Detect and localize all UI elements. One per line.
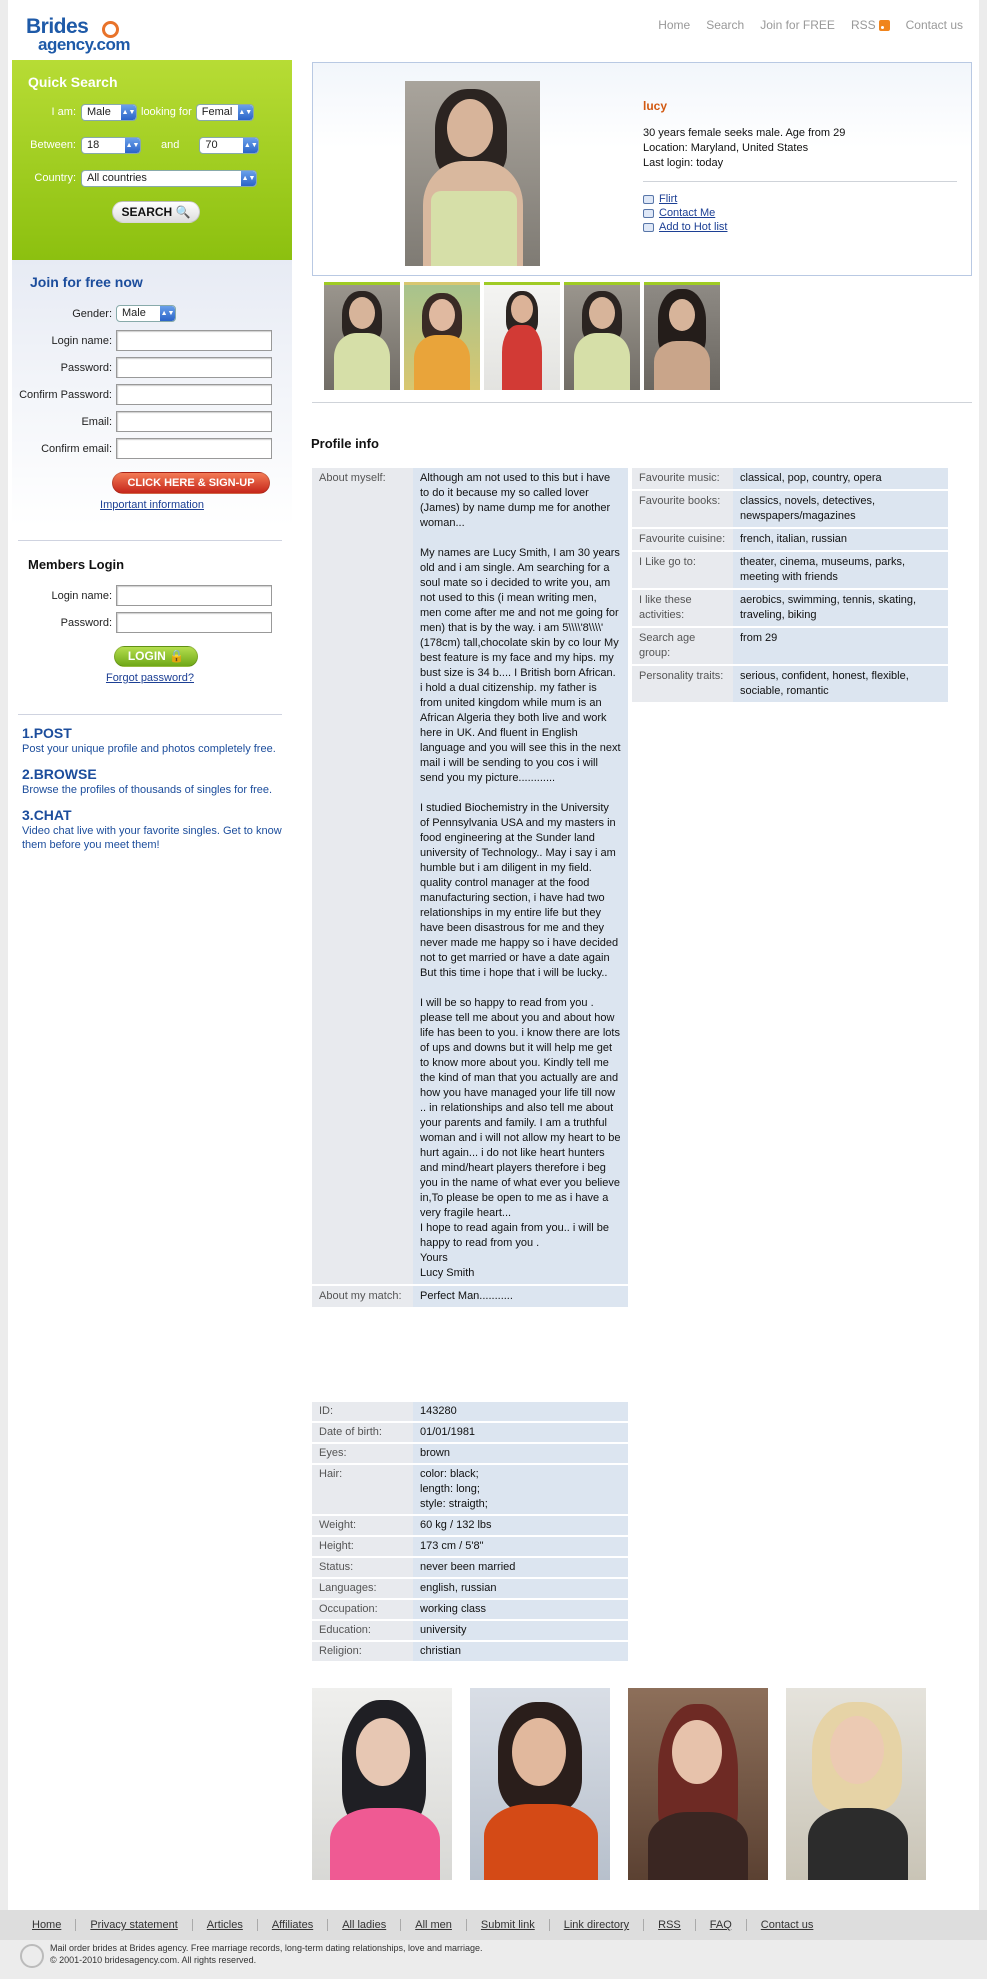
profile-name: lucy [643, 99, 668, 113]
footer-link-home[interactable]: Home [20, 1919, 76, 1931]
table-row: Education: university [312, 1621, 628, 1640]
envelope-icon [643, 209, 654, 218]
match-text: Perfect Man........... [413, 1286, 628, 1307]
table-row: Favourite books: classics, novels, detectives, newspapers/magazines [632, 491, 948, 527]
select-arrows-icon: ▲▼ [241, 171, 256, 186]
profile-location: Location: Maryland, United States [643, 142, 809, 154]
table-row: Date of birth: 01/01/1981 [312, 1423, 628, 1442]
details-table [312, 1400, 628, 1663]
match-row: About my match: Perfect Man........... [312, 1286, 628, 1307]
footer-link-privacy[interactable]: Privacy statement [76, 1919, 192, 1931]
footer-link-contact[interactable]: Contact us [760, 1919, 814, 1931]
thumbnail-5[interactable] [644, 282, 720, 390]
table-row: Status: never been married [312, 1558, 628, 1577]
footer-copyright: © 2001-2010 bridesagency.com. All rights reserved. [50, 1955, 257, 1965]
age-from-select[interactable]: 18 ▲▼ [81, 137, 141, 154]
steps-list [18, 714, 282, 852]
join-title: Join for free now [30, 274, 143, 290]
step-chat: 3.CHAT Video chat live with your favorite singles. Get to know them before you meet them! [22, 807, 282, 851]
table-row: Favourite music: classical, pop, country, opera [632, 468, 948, 489]
members-login-title: Members Login [28, 557, 125, 572]
i-am-select[interactable]: Male ▲▼ [81, 104, 137, 121]
login-name-input[interactable] [116, 585, 272, 606]
join-confirm-password-input[interactable] [116, 384, 272, 405]
step-post: 1.POST Post your unique profile and photos completely free. [22, 725, 276, 755]
profile-card [312, 62, 972, 276]
lady-photo-4[interactable] [786, 1688, 926, 1880]
gender-select[interactable]: Male ▲▼ [116, 305, 176, 322]
footer-link-submit-link[interactable]: Submit link [467, 1919, 550, 1931]
table-row: Hair: color: black; length: long; style: straigth; [312, 1465, 628, 1514]
footer-link-all-ladies[interactable]: All ladies [328, 1919, 401, 1931]
table-row: Height: 173 cm / 5'8" [312, 1537, 628, 1556]
footer-link-articles[interactable]: Articles [193, 1919, 258, 1931]
table-row: Languages: english, russian [312, 1579, 628, 1598]
nav-contact[interactable]: Contact us [905, 18, 963, 32]
thumbnail-2[interactable] [404, 282, 480, 390]
table-row: Religion: christian [312, 1642, 628, 1661]
footer-link-affiliates[interactable]: Affiliates [258, 1919, 328, 1931]
select-arrows-icon: ▲▼ [121, 105, 136, 120]
nav-rss[interactable]: RSS [851, 18, 890, 32]
footer-text [20, 1942, 483, 1968]
about-table [312, 466, 628, 1309]
favourites-table [632, 466, 948, 704]
divider [312, 402, 972, 403]
members-login-panel: Members Login Login name: Password: LOGIN 🔒 Forgot password? [18, 540, 282, 706]
profile-main-photo[interactable] [405, 81, 540, 266]
profile-seeks: 30 years female seeks male. Age from 29 [643, 127, 846, 139]
important-info-link[interactable]: Important information [100, 499, 204, 511]
nav-home[interactable]: Home [658, 18, 691, 32]
signup-button[interactable]: CLICK HERE & SIGN-UP [112, 472, 270, 494]
select-arrows-icon: ▲▼ [238, 105, 253, 120]
join-login-name-input[interactable] [116, 330, 272, 351]
footer-link-all-men[interactable]: All men [401, 1919, 467, 1931]
table-row: Occupation: working class [312, 1600, 628, 1619]
nav-join[interactable]: Join for FREE [760, 18, 835, 32]
add-hotlist-link[interactable]: Add to Hot list [659, 221, 728, 233]
flirt-link[interactable]: Flirt [659, 193, 678, 205]
footer-link-faq[interactable]: FAQ [696, 1919, 747, 1931]
join-password-input[interactable] [116, 357, 272, 378]
lady-photo-2[interactable] [470, 1688, 610, 1880]
search-button[interactable]: SEARCH 🔍 [112, 201, 200, 223]
profile-info-title: Profile info [311, 436, 379, 451]
table-row: ID: 143280 [312, 1402, 628, 1421]
about-text: Although am not used to this but i have to do it because my so called lover (James) by name dump me for another woman... My names are Lucy Smith, I am 30 years old and i am single. Am searching for a soul mate so i decided to write you, am not used to this (i mean writing men, men come after me and not me going for men) that is by the way. i am 5\\\\'8\\\\' (178cm) tall,chocolate skin by co lour My best feature is my face and my hips. my bust size is 34 b.... I British born African. i hold a dual citizenship. my father is from united kingdom while mum is an African Algeria they both live and work here in UK. And fluent in English language and you will see this in the next mail i will be sending to you cos i will send you my picture............ I studied Biochemistry in the University of Pennsylvania USA and my masters in food engineering at the Sunder land university of Technology.. May i say i am humble but i am diligent in my field. quality control manager at the food manufacturing section, i have had two relationships in my entire life but they have been disastrous for me and they never made me happy so i have decided not to get married or have a date again But this time i hope that i will be lucky.. I will be so happy to read from you . please tell me about you and about how life has been to you. i know there are lots of ups and downs but it will help me get to know more about you. Kindly tell me the kind of man that you actually are and how you have managed your life till now .. in relationships and also tell me about your parents and family. I am a truthful woman and i will not allow my heart to be hurt again... i do not like heart hunters and mind/heart players therefore i beg you in the name of what ever you believe in,To please be open to me as i have a very fragile heart... I hope to read again from you.. i will be happy to read from you . Yours Lucy Smith [413, 468, 628, 1284]
lock-icon: 🔒 [169, 649, 185, 663]
forgot-password-link[interactable]: Forgot password? [105, 672, 195, 684]
thumbnail-3[interactable] [484, 282, 560, 390]
footer-link-rss[interactable]: RSS [644, 1919, 696, 1931]
lady-photo-3[interactable] [628, 1688, 768, 1880]
age-to-select[interactable]: 70 ▲▼ [199, 137, 259, 154]
join-panel: Join for free now Gender: Male ▲▼ Login name: Password: Confirm Password: Email: Confirm email: CLICK HERE & SIGN-UP Important information [12, 260, 292, 526]
footer-logo-icon [20, 1944, 44, 1968]
table-row: Search age group: from 29 [632, 628, 948, 664]
login-button[interactable]: LOGIN 🔒 [114, 646, 198, 667]
looking-for-select[interactable]: Femal ▲▼ [196, 104, 254, 121]
login-password-input[interactable] [116, 612, 272, 633]
join-email-input[interactable] [116, 411, 272, 432]
thumbnail-4[interactable] [564, 282, 640, 390]
rss-icon [879, 20, 890, 31]
table-row: I like these activities: aerobics, swimming, tennis, skating, traveling, biking [632, 590, 948, 626]
join-confirm-email-input[interactable] [116, 438, 272, 459]
table-row: Eyes: brown [312, 1444, 628, 1463]
top-navigation [658, 18, 963, 32]
contact-me-link[interactable]: Contact Me [659, 207, 716, 219]
sidebar [12, 60, 292, 862]
footer-link-directory[interactable]: Link directory [550, 1919, 644, 1931]
magnifier-icon: 🔍 [175, 205, 191, 219]
divider [643, 181, 957, 182]
lady-photo-1[interactable] [312, 1688, 452, 1880]
table-row: I Like go to: theater, cinema, museums, parks, meeting with friends [632, 552, 948, 588]
select-arrows-icon: ▲▼ [160, 306, 175, 321]
footer-description: Mail order brides at Brides agency. Free marriage records, long-term dating relationships, love and marriage. [50, 1943, 483, 1953]
checkbox-icon [643, 223, 654, 232]
quick-search-panel: Quick Search I am: Male ▲▼ looking for Femal ▲▼ Between: 18 ▲▼ and 70 ▲▼ Country: All countries ▲▼ SEARCH 🔍 [12, 60, 292, 260]
table-row: Weight: 60 kg / 132 lbs [312, 1516, 628, 1535]
featured-ladies [312, 1688, 926, 1880]
about-row: About myself: Although am not used to this but i have to do it because my so called lover (James) by name dump me for another woman... My names are Lucy Smith, I am 30 years old and i am single. Am searching for a soul mate so i decided to write you, am not used to this (i mean writing men, men come after me and not me going for men) that is by the way. i am 5\\\\'8\\\\' (178cm) tall,chocolate skin by co lour My best feature is my face and my hips. my bust size is 34 b.... I British born African. i hold a dual citizenship. my father is from united kingdom while mum is an African Algeria they both live and work here in UK. And fluent in English language and you will see this in the next mail i will be sending to you cos i will send you my picture............ I studied Biochemistry in the University of Pennsylvania USA and my masters in food engineering at the Sunder land university of Technology.. May i say i am humble but i am diligent in my field. quality control manager at the food manufacturing section, i have had two relationships in my entire life but they have been disastrous for me and they never made me happy so i have decided not to get married or have a date again But this time i hope that i will be lucky.. I will be so happy to read from you . please tell me about you and about how life has been to you. i know there are lots of ups and downs but it will help me get to know more about you. Kindly tell me the kind of man that you actually are and how you have managed your life till now .. in relationships and also tell me about your parents and family. I am a truthful woman and i will not allow my heart to be hurt again... i do not like heart hunters and mind/heart players therefore i beg you in the name of what ever you believe in,To please be open to me as i have a very fragile heart... I hope to read again from you.. i will be happy to read from you . Yours Lucy Smith [312, 468, 628, 1284]
nav-search[interactable]: Search [706, 18, 745, 32]
page [8, 0, 979, 1910]
profile-last-login: Last login: today [643, 157, 724, 169]
table-row: Favourite cuisine: french, italian, russian [632, 529, 948, 550]
profile-summary [643, 99, 957, 234]
photo-thumbnails [324, 282, 720, 390]
flirt-icon [643, 195, 654, 204]
quick-search-title: Quick Search [28, 74, 118, 90]
site-logo[interactable]: Brides agency.com [26, 15, 131, 54]
table-row: Personality traits: serious, confident, honest, flexible, sociable, romantic [632, 666, 948, 702]
footer-navigation [0, 1910, 987, 1940]
thumbnail-1[interactable] [324, 282, 400, 390]
step-browse: 2.BROWSE Browse the profiles of thousands of singles for free. [22, 766, 273, 796]
select-arrows-icon: ▲▼ [125, 138, 140, 153]
select-arrows-icon: ▲▼ [243, 138, 258, 153]
country-select[interactable]: All countries ▲▼ [81, 170, 257, 187]
